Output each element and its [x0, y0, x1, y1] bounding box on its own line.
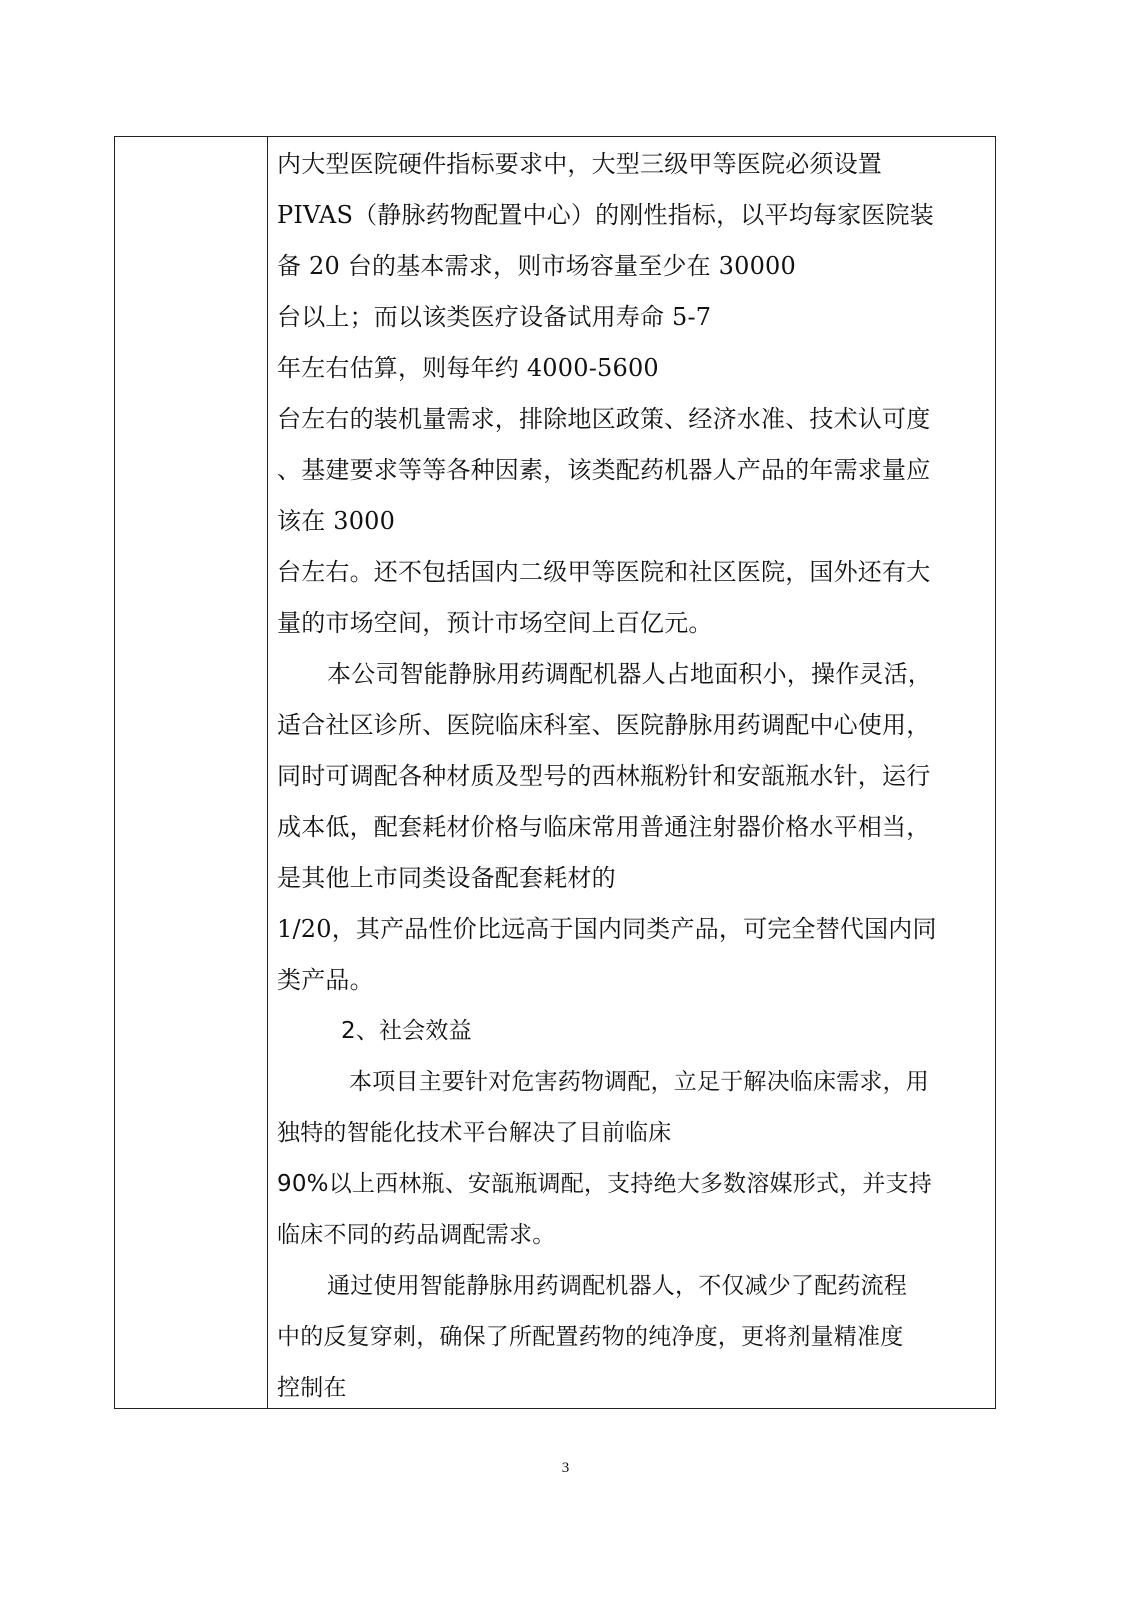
text-line: 本公司智能静脉用药调配机器人占地面积小，操作灵活， [327, 660, 932, 688]
text-line: 成本低，配套耗材价格与临床常用普通注射器价格水平相当， [277, 813, 931, 841]
text-line: 临床不同的药品调配需求。 [277, 1222, 556, 1248]
page-number: 3 [561, 1460, 570, 1476]
text-line: 台左右的装机量需求，排除地区政策、经济水准、技术认可度 [277, 405, 931, 433]
text-line: 是其他上市同类设备配套耗材的 [277, 864, 616, 892]
content-table [114, 136, 996, 1409]
text-line: 年左右估算，则每年约 4000-5600 [277, 354, 659, 382]
text-line: 中的反复穿刺，确保了所配置药物的纯净度，更将剂量精准度 [277, 1324, 904, 1350]
text-line: 内大型医院硬件指标要求中，大型三级甲等医院必须设置 [277, 150, 882, 178]
text-line: 类产品。 [277, 966, 374, 994]
text-line: 1/20，其产品性价比远高于国内同类产品，可完全替代国内同 [277, 915, 937, 943]
text-line: 控制在 [277, 1375, 347, 1401]
text-line: 、基建要求等等各种因素，该类配药机器人产品的年需求量应 [277, 456, 931, 484]
text-line: 同时可调配各种材质及型号的西林瓶粉针和安瓿瓶水针，运行 [277, 762, 931, 790]
text-line: 90%以上西林瓶、安瓿瓶调配，支持绝大多数溶媒形式，并支持 [277, 1171, 932, 1197]
right-cell-text [277, 139, 989, 1414]
text-line: 该在 3000 [277, 507, 396, 535]
text-line: 台以上；而以该类医疗设备试用寿命 5-7 [277, 303, 712, 331]
section-heading: 2、社会效益 [341, 1018, 472, 1044]
text-line: 适合社区诊所、医院临床科室、医院静脉用药调配中心使用， [277, 711, 931, 739]
text-line: 独特的智能化技术平台解决了目前临床 [277, 1120, 672, 1146]
column-divider [267, 137, 268, 1408]
text-line: 本项目主要针对危害药物调配，立足于解决临床需求，用 [349, 1069, 929, 1095]
text-line: 量的市场空间，预计市场空间上百亿元。 [277, 609, 713, 637]
text-line: 台左右。还不包括国内二级甲等医院和社区医院，国外还有大 [277, 558, 931, 586]
text-line: 备 20 台的基本需求，则市场容量至少在 30000 [277, 252, 796, 280]
text-line: 通过使用智能静脉用药调配机器人，不仅减少了配药流程 [327, 1273, 907, 1299]
text-line: PIVAS（静脉药物配置中心）的刚性指标，以平均每家医院装 [277, 201, 934, 229]
